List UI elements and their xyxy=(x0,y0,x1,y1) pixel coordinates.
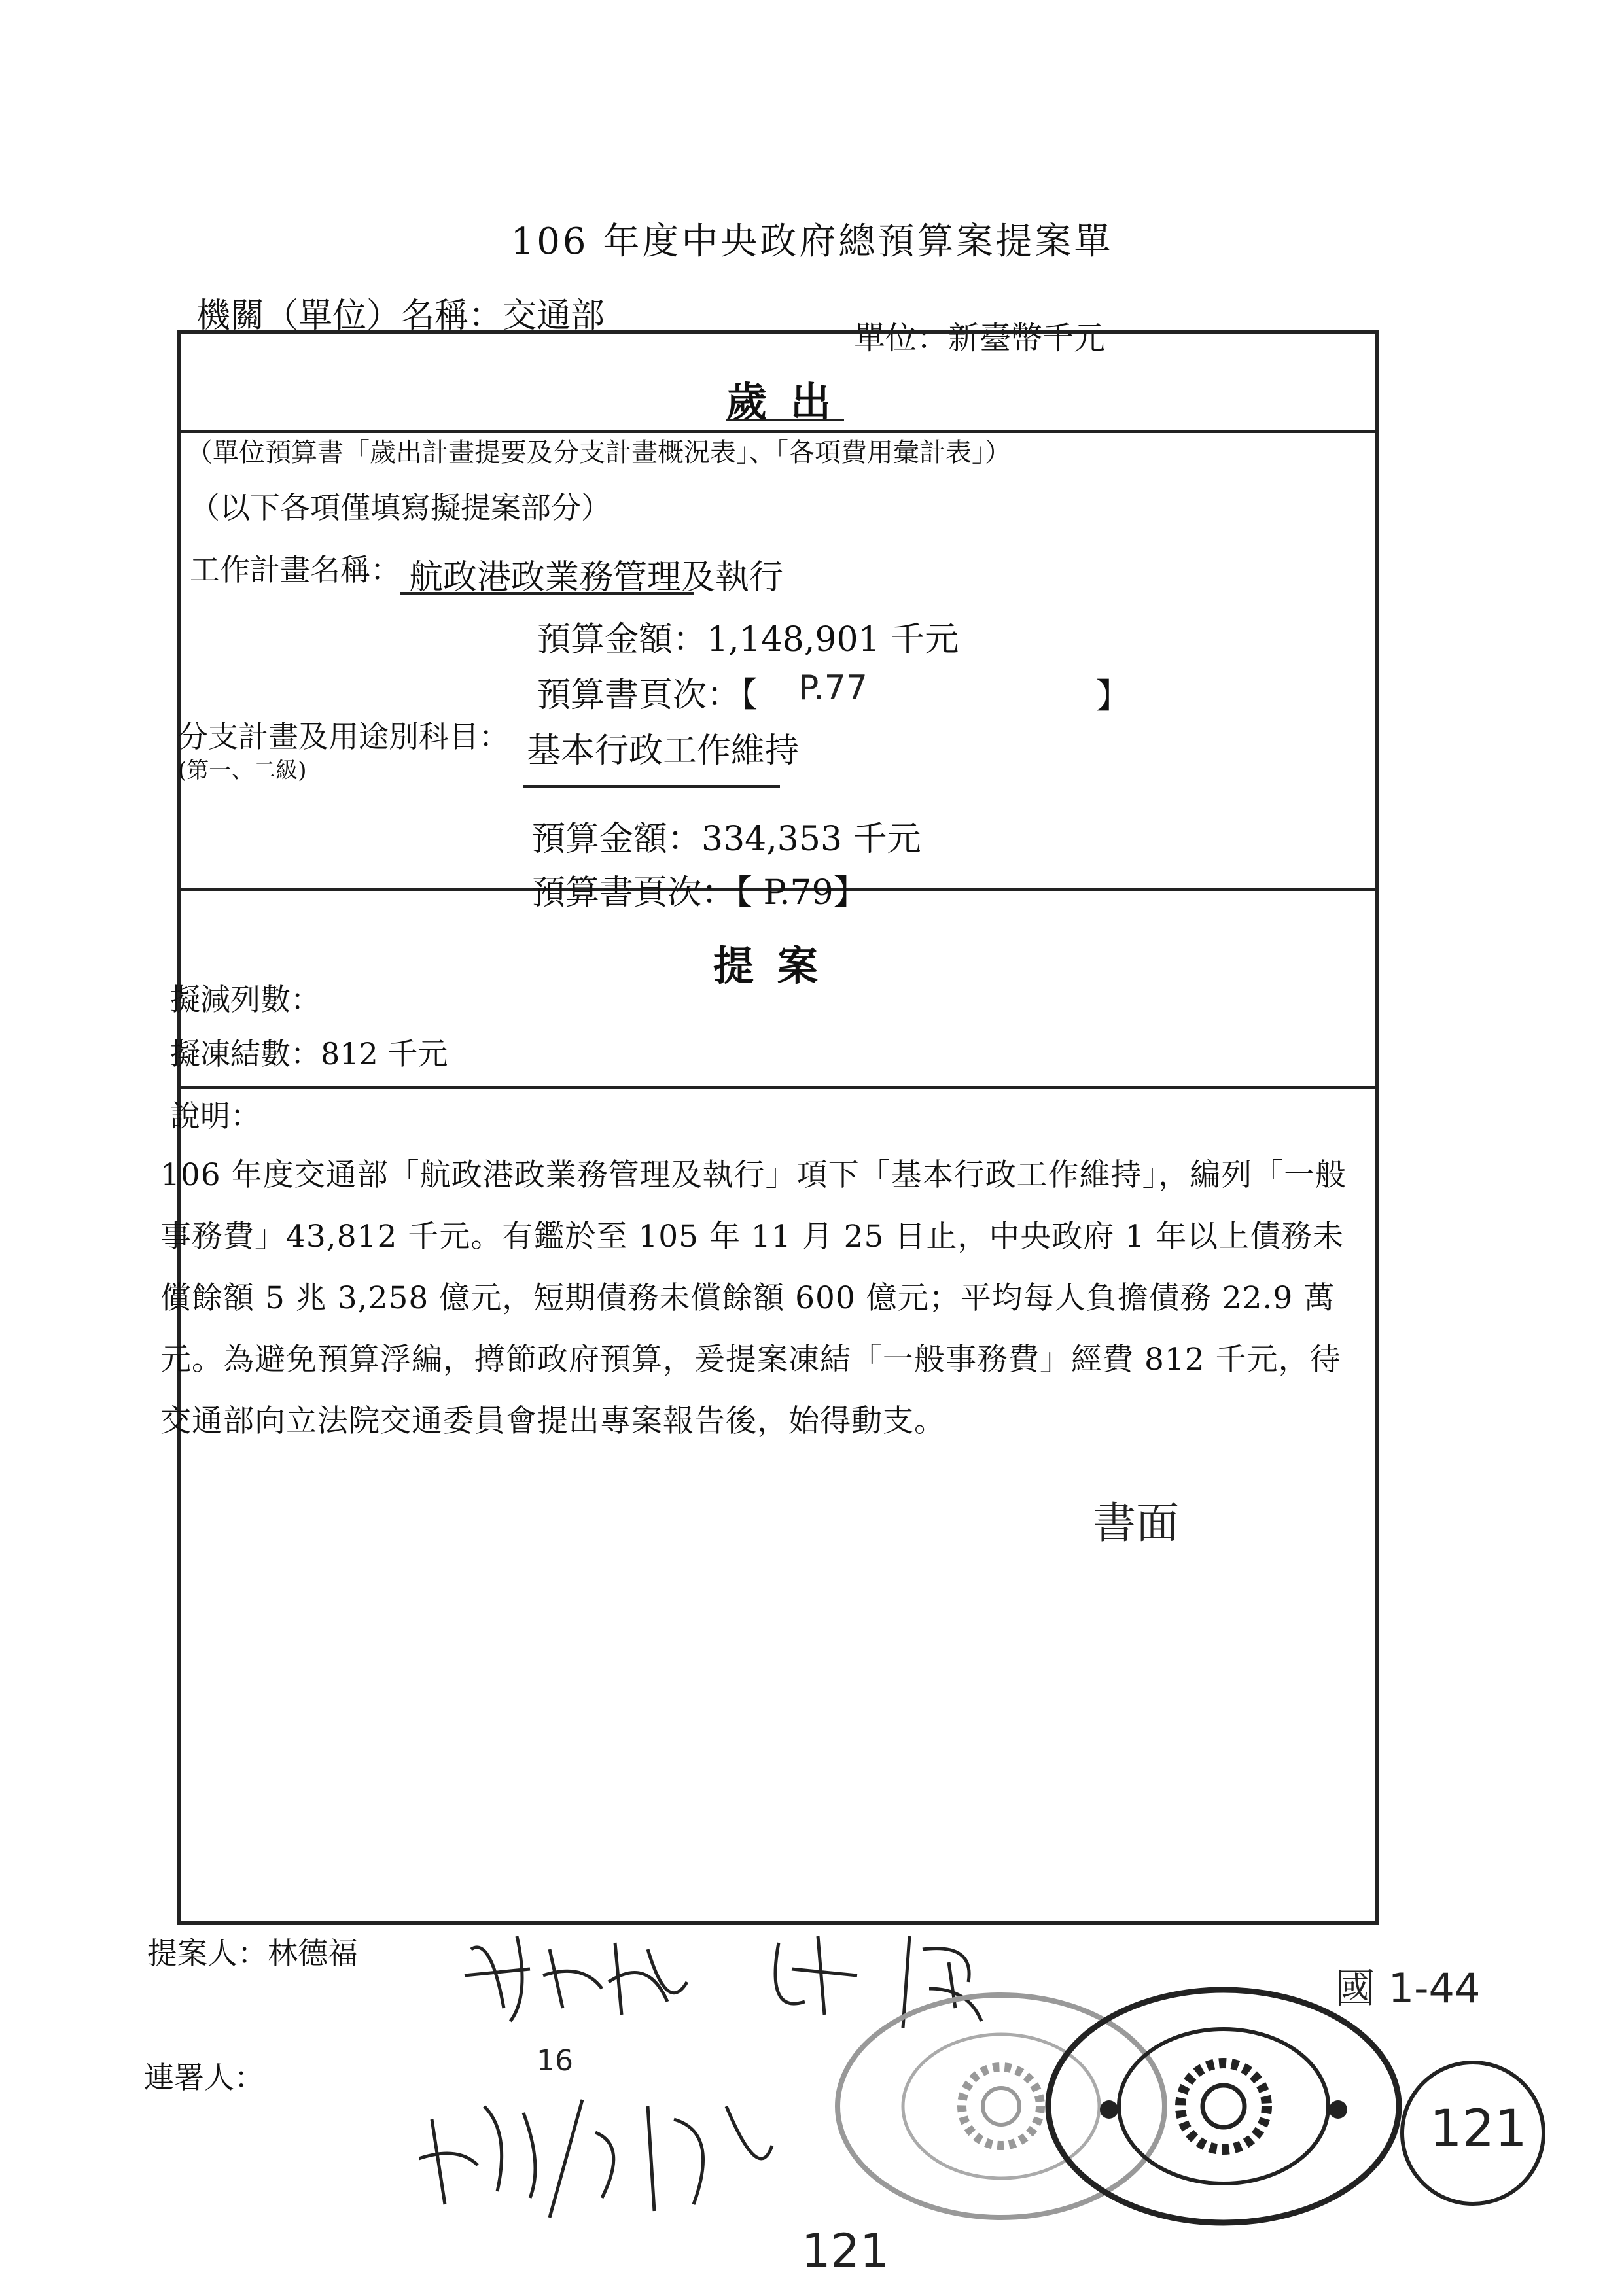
page-reference: 國 1-44 xyxy=(1335,1964,1481,2012)
work-plan-value: 航政港政業務管理及執行 xyxy=(409,558,784,597)
work-plan-budget-amount: 預算金額：1,148,901 千元 xyxy=(537,620,959,659)
explanation-text: 106 年度交通部「航政港政業務管理及執行」項下「基本行政工作維持」，編列「一般事務費」43,812 千元。有鑑於至 105 年 11 月 25 日止，中央政府 1 年以上債務未償餘額 5 兆 3,258 億元，短期債務未償餘額 600 億元；平均每人負擔債務 22.9 萬元。為避免預算浮編，撙節政府預算，爰提案凍結「一般事務費」經費 812 千元，待交通部向立法院交通委員會提出專案報告後，始得動支。 xyxy=(160,1157,1347,1439)
handwritten-page-number: 121 xyxy=(802,2224,889,2278)
work-plan-budget-page-close: 】 xyxy=(1096,677,1131,716)
sub-plan-underline xyxy=(523,785,780,788)
source-note: （單位預算書「歲出計畫提要及分支計畫概況表」、「各項費用彙計表」） xyxy=(186,438,1011,468)
sub-plan-value: 基本行政工作維持 xyxy=(527,731,800,771)
divider-explanation xyxy=(177,1086,1379,1089)
unit-label: 單位：新臺幣千元 xyxy=(854,320,1106,357)
work-plan-underline xyxy=(400,592,694,595)
document-title: 106 年度中央政府總預算案提案單 xyxy=(510,220,1114,263)
page-number: 121 xyxy=(1430,2100,1527,2159)
proposed-reduction: 擬減列數： xyxy=(170,982,321,1017)
section-expenditure-heading: 歲出 xyxy=(726,378,855,426)
agency-label: 機關（單位）名稱：交通部 xyxy=(196,296,605,336)
proposed-freeze: 擬凍結數：812 千元 xyxy=(170,1036,448,1071)
explanation-label: 說明： xyxy=(170,1098,260,1134)
sub-plan-sublabel: (第一、二級) xyxy=(178,757,307,784)
section-expenditure-underline xyxy=(726,419,844,421)
work-plan-label: 工作計畫名稱： xyxy=(190,552,400,587)
sub-plan-budget-amount: 預算金額：334,353 千元 xyxy=(531,820,921,859)
work-plan-budget-page-label: 預算書頁次：【 xyxy=(537,676,758,715)
legislative-yuan-seal xyxy=(1040,1982,1407,2231)
work-plan-budget-page-value: P.77 xyxy=(798,669,868,708)
handwritten-correction: 書面 xyxy=(1093,1498,1179,1548)
section-proposal-heading: 提案 xyxy=(713,942,842,990)
sub-plan-budget-page: 預算書頁次：【 P.79】 xyxy=(531,873,868,913)
cosigner-signature xyxy=(419,2067,831,2263)
handwritten-count: 16 xyxy=(537,2044,573,2078)
cosigner-label: 連署人： xyxy=(144,2060,264,2095)
sub-plan-label: 分支計畫及用途別科目： xyxy=(178,719,509,754)
proposer-label: 提案人：林德福 xyxy=(147,1936,358,1971)
fill-note: （以下各項僅填寫擬提案部分） xyxy=(190,490,611,525)
